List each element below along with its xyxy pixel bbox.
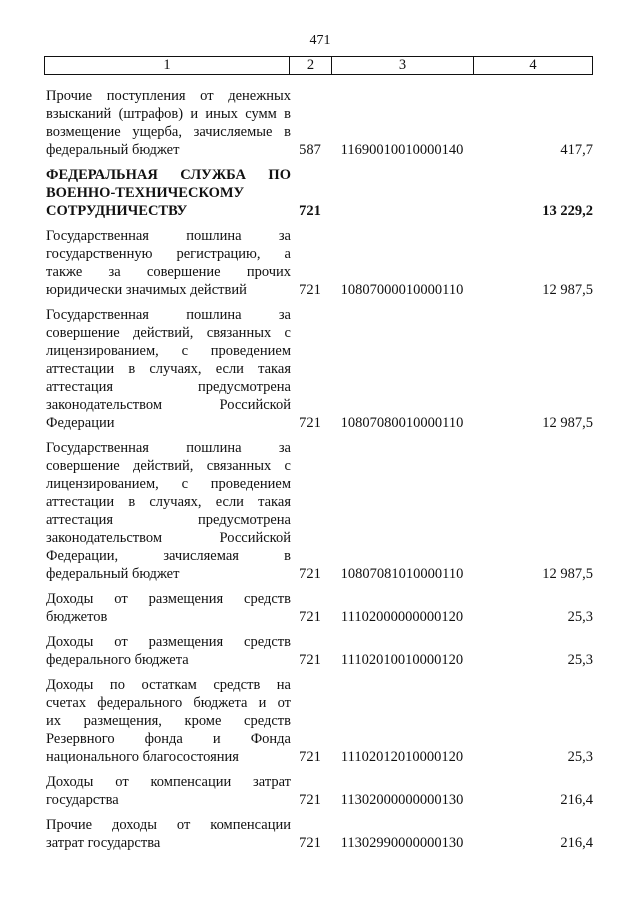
description-line: лицензированием, с проведением [46, 343, 291, 359]
admin-code: 721 [299, 282, 321, 298]
description-line: юридически значимых действий [46, 282, 247, 298]
table-row [0, 633, 640, 669]
description-line: Государственная пошлина за [46, 307, 291, 323]
table-row [0, 439, 640, 583]
amount: 12 987,5 [542, 566, 593, 582]
amount: 25,3 [567, 652, 593, 668]
admin-code: 721 [299, 203, 321, 219]
description-line: государственную регистрацию, а [46, 246, 291, 262]
description-line: федеральный бюджет [46, 142, 180, 158]
description-line: Федерации [46, 415, 115, 431]
row-description [46, 676, 291, 766]
header-col-1: 1 [45, 57, 290, 74]
description-line: аттестация предусмотрена [46, 379, 291, 395]
description-line: совершение действий, связанных с [46, 325, 291, 341]
description-line: аттестации в случаях, если такая [46, 361, 291, 377]
description-line: аттестация предусмотрена [46, 512, 291, 528]
page-number: 471 [309, 33, 331, 48]
description-line: Прочие доходы от компенсации [46, 817, 291, 833]
admin-code: 721 [299, 749, 321, 765]
description-line: ФЕДЕРАЛЬНАЯ СЛУЖБА ПО [46, 167, 291, 183]
admin-code: 721 [299, 835, 321, 851]
row-description [46, 87, 291, 159]
description-line: взысканий (штрафов) и иных сумм в [46, 106, 291, 122]
admin-code: 721 [299, 652, 321, 668]
amount: 12 987,5 [542, 282, 593, 298]
row-description [46, 773, 291, 809]
table-row [0, 816, 640, 852]
revenue-code: 11102010010000120 [340, 652, 464, 668]
amount: 216,4 [560, 792, 593, 808]
table-row [0, 590, 640, 626]
amount: 12 987,5 [542, 415, 593, 431]
admin-code: 721 [299, 609, 321, 625]
description-line: Доходы от размещения средств [46, 634, 291, 650]
revenue-code: 11302000000000130 [340, 792, 464, 808]
description-line: их размещения, кроме средств [46, 713, 291, 729]
table-row [0, 87, 640, 159]
description-line: законодательством Российской [46, 397, 291, 413]
description-line: федерального бюджета [46, 652, 189, 668]
description-line: Государственная пошлина за [46, 440, 291, 456]
revenue-code: 11690010010000140 [340, 142, 464, 158]
amount: 13 229,2 [542, 203, 593, 219]
row-description [46, 227, 291, 299]
description-line: СОТРУДНИЧЕСТВУ [46, 203, 188, 219]
description-line: счетах федерального бюджета и от [46, 695, 291, 711]
revenue-code: 10807080010000110 [340, 415, 464, 431]
row-description [46, 166, 291, 220]
revenue-code: 11302990000000130 [340, 835, 464, 851]
description-line: аттестации в случаях, если такая [46, 494, 291, 510]
amount: 216,4 [560, 835, 593, 851]
header-col-3: 3 [332, 57, 474, 74]
amount: 25,3 [567, 749, 593, 765]
description-line: Доходы от размещения средств [46, 591, 291, 607]
admin-code: 721 [299, 415, 321, 431]
description-line: ВОЕННО-ТЕХНИЧЕСКОМУ [46, 185, 245, 201]
header-col-4: 4 [529, 57, 537, 73]
description-line: Доходы от компенсации затрат [46, 774, 291, 790]
table-row [0, 166, 640, 220]
table-row [0, 306, 640, 432]
row-description [46, 633, 291, 669]
row-description [46, 439, 291, 583]
row-description [46, 816, 291, 852]
description-line: Прочие поступления от денежных [46, 88, 291, 104]
description-line: лицензированием, с проведением [46, 476, 291, 492]
description-line: Федерации, зачисляемая в [46, 548, 291, 564]
revenue-code: 10807000010000110 [340, 282, 464, 298]
row-description [46, 306, 291, 432]
revenue-code: 11102000000000120 [340, 609, 464, 625]
description-line: бюджетов [46, 609, 108, 625]
admin-code: 721 [299, 566, 321, 582]
description-line: затрат государства [46, 835, 161, 851]
description-line: национального благосостояния [46, 749, 239, 765]
description-line: Доходы по остаткам средств на [46, 677, 291, 693]
amount: 25,3 [567, 609, 593, 625]
admin-code: 587 [299, 142, 321, 158]
description-line: федеральный бюджет [46, 566, 180, 582]
description-line: Резервного фонда и Фонда [46, 731, 291, 747]
table-row [0, 227, 640, 299]
table-body [0, 87, 640, 859]
amount: 417,7 [560, 142, 593, 158]
row-description [46, 590, 291, 626]
revenue-code: 10807081010000110 [340, 566, 464, 582]
table-header [44, 56, 593, 75]
description-line: Государственная пошлина за [46, 228, 291, 244]
table-row [0, 773, 640, 809]
description-line: совершение действий, связанных с [46, 458, 291, 474]
description-line: возмещение ущерба, зачисляемые в [46, 124, 291, 140]
description-line: также за совершение прочих [46, 264, 291, 280]
description-line: законодательством Российской [46, 530, 291, 546]
header-col-2: 2 [290, 57, 332, 74]
description-line: государства [46, 792, 119, 808]
admin-code: 721 [299, 792, 321, 808]
table-row [0, 676, 640, 766]
revenue-code: 11102012010000120 [340, 749, 464, 765]
